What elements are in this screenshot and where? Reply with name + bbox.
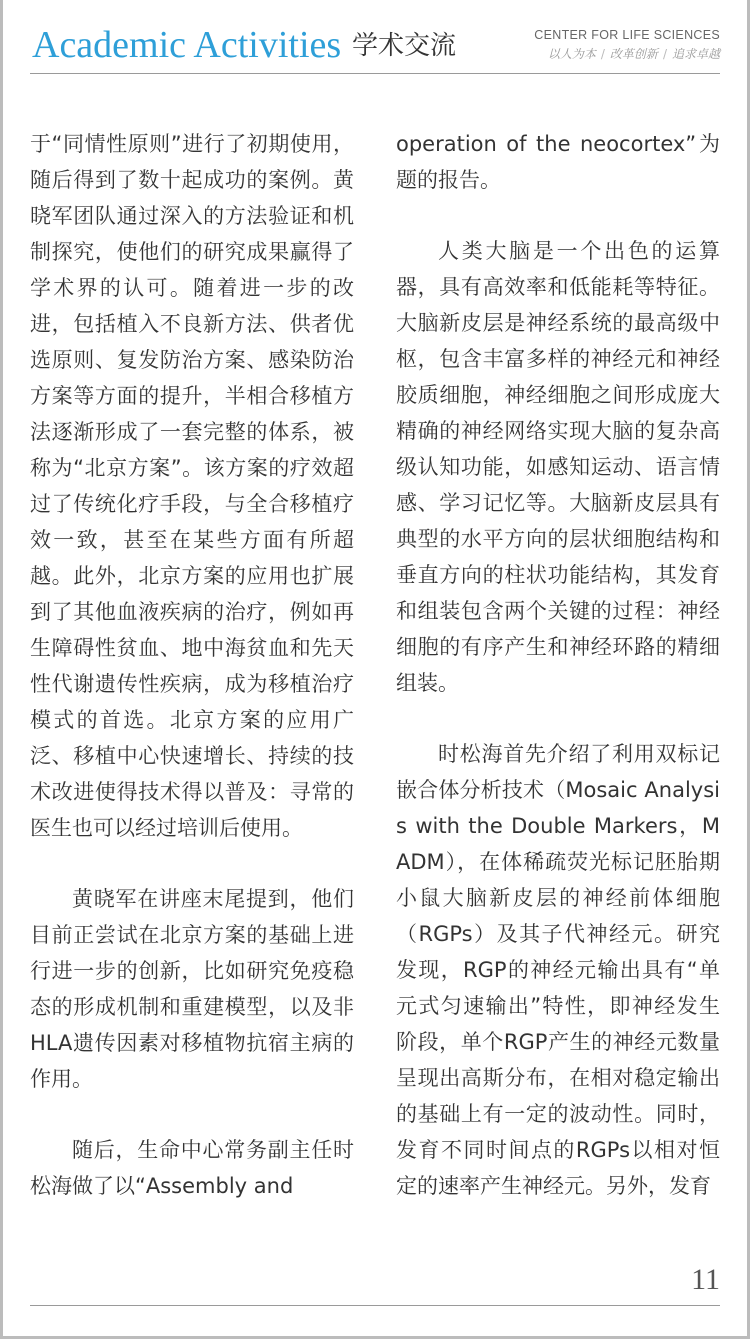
motto-item: 追求卓越 bbox=[671, 47, 720, 61]
motto-item: 以人为本 bbox=[547, 47, 596, 61]
paragraph: 于“同情性原则”进行了初期使用，随后得到了数十起成功的案例。黄晓军团队通过深入的方法验证和机制探究，使他们的研究成果赢得了学术界的认可。随着进一步的改进，包括植入不良新方法、供者优选原则、复发防治方案、感染防治方案等方面的提升，半相合移植方法逐渐形成了一套完整的体系，被称为“北京方案”。该方案的疗效超过了传统化疗手段，与全合移植疗效一致，甚至在某些方面有所超越。此外，北京方案的应用也扩展到了其他血液疾病的治疗，例如再生障碍性贫血、地中海贫血和先天性代谢遗传性疾病，成为移植治疗模式的首选。北京方案的应用广泛、移植中心快速增长、持续的技术改进使得技术得以普及：寻常的医生也可以经过培训后使用。 bbox=[30, 132, 354, 840]
header-divider bbox=[30, 73, 720, 74]
center-name: CENTER FOR LIFE SCIENCES bbox=[534, 28, 720, 42]
motto-separator: / bbox=[600, 47, 605, 61]
right-column bbox=[396, 126, 720, 1236]
motto-item: 改革创新 bbox=[609, 47, 658, 61]
paragraph: operation of the neocortex”为题的报告。 bbox=[396, 132, 720, 192]
paragraph: 黄晓军在讲座末尾提到，他们目前正尝试在北京方案的基础上进行进一步的创新，比如研究免疫稳态的形成机制和重建模型，以及非HLA遗传因素对移植物抗宿主病的作用。 bbox=[30, 887, 354, 1091]
left-column bbox=[30, 126, 354, 1236]
motto bbox=[548, 45, 720, 62]
footer-divider bbox=[30, 1305, 720, 1306]
page-number: 11 bbox=[691, 1263, 720, 1296]
section-title-chinese: 学术交流 bbox=[352, 31, 457, 61]
paragraph: 人类大脑是一个出色的运算器，具有高效率和低能耗等特征。大脑新皮层是神经系统的最高级中枢，包含丰富多样的神经元和神经胶质细胞，神经细胞之间形成庞大精确的神经网络实现大脑的复杂高级认知功能，如感知运动、语言情感、学习记忆等。大脑新皮层具有典型的水平方向的层状细胞结构和垂直方向的柱状功能结构，其发育和组装包含两个关键的过程：神经细胞的有序产生和神经环路的精细组装。 bbox=[396, 239, 720, 695]
paragraph: 随后，生命中心常务副主任时松海做了以“Assembly and bbox=[30, 1138, 354, 1198]
paragraph: 时松海首先介绍了利用双标记嵌合体分析技术（Mosaic Analysis with the Double Markers，MADM），在体稀疏荧光标记胚胎期小鼠大脑新皮层的神经前体细胞（RGPs）及其子代神经元。研究发现，RGP的神经元输出具有“单元式匀速输出”特性，即神经发生阶段，单个RGP产生的神经元数量呈现出高斯分布，在相对稳定输出的基础上有一定的波动性。同时，发育不同时间点的RGPs以相对恒定的速率产生神经元。另外，发育 bbox=[396, 742, 720, 1198]
page-header bbox=[30, 22, 720, 72]
motto-separator: / bbox=[662, 47, 667, 61]
section-title-english: Academic Activities bbox=[32, 24, 342, 66]
page-frame-left bbox=[0, 0, 3, 1339]
